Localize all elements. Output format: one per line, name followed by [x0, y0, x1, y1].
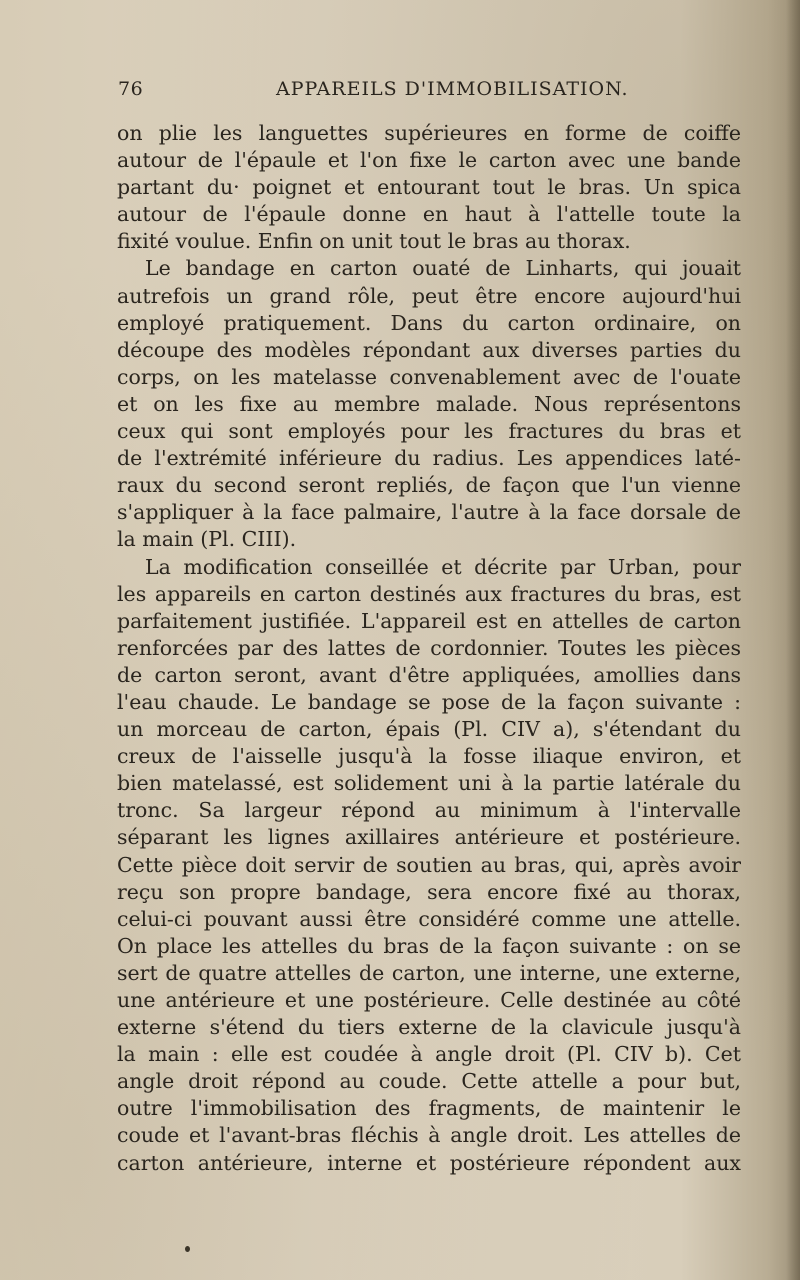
text-line: raux du second seront repliés, de façon que l'un vienne: [117, 473, 741, 498]
text-line: ceux qui sont employés pour les fractures du bras et: [117, 419, 741, 444]
running-head: [118, 78, 740, 106]
text-line: Cette pièce doit servir de soutien au bras, qui, après avoir: [117, 852, 741, 877]
text-line: bien matelassé, est solidement uni à la partie latérale du: [117, 771, 741, 796]
text-line: l'eau chaude. Le bandage se pose de la façon suivante :: [117, 689, 741, 714]
text-line: carton antérieure, interne et postérieure répondent aux: [117, 1150, 741, 1175]
text-line: Le bandage en carton ouaté de Linharts, qui jouait: [145, 256, 741, 281]
text-line: on plie les languettes supérieures en forme de coiffe: [117, 121, 741, 145]
text-line: de carton seront, avant d'être appliquées, amollies dans: [117, 662, 741, 687]
text-line: autour de l'épaule et l'on fixe le carton avec une bande: [117, 148, 741, 173]
text-line: autour de l'épaule donne en haut à l'attelle toute la: [117, 202, 741, 227]
ink-speck: [185, 1246, 190, 1252]
text-line: une antérieure et une postérieure. Celle destinée au côté: [117, 988, 741, 1012]
text-line: angle droit répond au coude. Cette attelle a pour but,: [117, 1069, 741, 1094]
text-line: externe s'étend du tiers externe de la clavicule jusqu'à: [117, 1015, 741, 1040]
text-line: la main : elle est coudée à angle droit (Pl. CIV b). Cet: [117, 1042, 741, 1067]
running-title: APPAREILS D'IMMOBILISATION.: [276, 78, 629, 100]
text-line: coude et l'avant-bras fléchis à angle droit. Les attelles de: [117, 1123, 741, 1148]
text-line: les appareils en carton destinés aux fractures du bras, est: [117, 581, 741, 606]
text-line: et on les fixe au membre malade. Nous représentons: [117, 391, 741, 416]
text-line: s'appliquer à la face palmaire, l'autre à la face dorsale de: [117, 500, 741, 525]
page-edge-shadow: [786, 0, 800, 1280]
body-text: [117, 120, 741, 1177]
text-line: séparant les lignes axillaires antérieure et postérieure.: [117, 825, 741, 850]
text-line: autrefois un grand rôle, peut être encore aujourd'hui: [117, 283, 741, 308]
text-line: la main (Pl. CIII).: [117, 527, 297, 552]
text-line: découpe des modèles répondant aux diverses parties du: [117, 337, 741, 362]
text-line: partant du· poignet et entourant tout le bras. Un spica: [117, 175, 741, 200]
text-line: parfaitement justifiée. L'appareil est en attelles de carton: [117, 608, 741, 633]
text-line: reçu son propre bandage, sera encore fixé au thorax,: [117, 879, 741, 904]
text-line: outre l'immobilisation des fragments, de maintenir le: [117, 1096, 741, 1121]
text-line: un morceau de carton, épais (Pl. CIV a), s'étendant du: [117, 717, 741, 742]
text-line: sert de quatre attelles de carton, une interne, une externe,: [117, 960, 741, 985]
text-line: On place les attelles du bras de la façon suivante : on se: [117, 933, 741, 958]
text-line: renforcées par des lattes de cordonnier. Toutes les pièces: [117, 635, 741, 660]
text-line: fixité voulue. Enfin on unit tout le bras au thorax.: [117, 229, 631, 254]
text-line: celui-ci pouvant aussi être considéré comme une attelle.: [117, 906, 741, 931]
text-line: corps, on les matelasse convenablement avec de l'ouate: [117, 364, 741, 389]
page-number: 76: [118, 78, 144, 100]
text-line: employé pratiquement. Dans du carton ordinaire, on: [117, 310, 741, 335]
text-line: La modification conseillée et décrite par Urban, pour: [145, 554, 741, 579]
text-line: creux de l'aisselle jusqu'à la fosse iliaque environ, et: [117, 744, 741, 769]
text-line: tronc. Sa largeur répond au minimum à l'intervalle: [117, 798, 741, 823]
text-line: de l'extrémité inférieure du radius. Les appendices laté-: [117, 446, 741, 471]
